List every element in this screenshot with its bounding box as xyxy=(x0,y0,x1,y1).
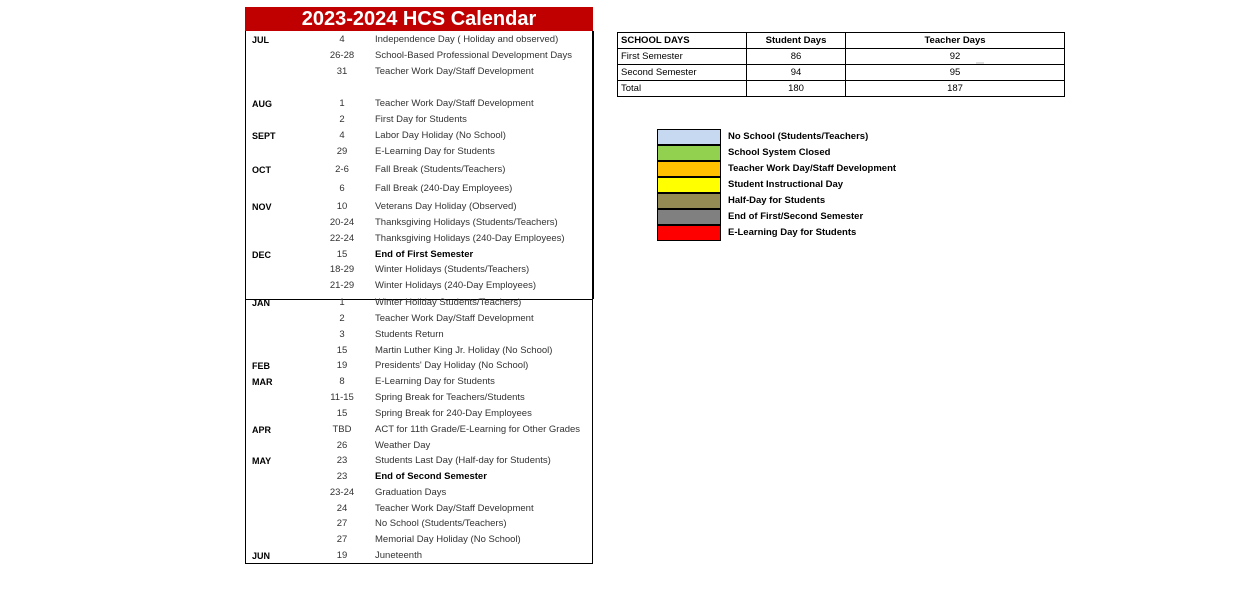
event-label: Teacher Work Day/Staff Development xyxy=(375,313,534,324)
list-item xyxy=(246,374,592,390)
day-label: 27 xyxy=(336,518,348,529)
decorative-mark xyxy=(976,62,984,64)
list-item xyxy=(246,453,592,469)
day-label: 10 xyxy=(336,201,348,212)
day-label: 19 xyxy=(336,360,348,371)
event-label: Winter Holidays (Students/Teachers) xyxy=(375,264,530,275)
event-label: First Day for Students xyxy=(375,114,467,125)
month-label: AUG xyxy=(252,99,272,109)
list-item xyxy=(246,64,592,80)
list-item xyxy=(246,181,592,197)
first-semester-border xyxy=(592,31,594,299)
day-label: 11-15 xyxy=(330,392,354,403)
day-label: 29 xyxy=(336,146,348,157)
legend-swatch xyxy=(657,129,721,145)
list-item xyxy=(246,278,592,294)
event-label: End of Second Semester xyxy=(375,471,487,482)
day-label: 31 xyxy=(336,66,348,77)
day-label: 2-6 xyxy=(335,164,349,175)
table-row xyxy=(618,49,1065,65)
list-item xyxy=(246,548,592,564)
row-label: Total xyxy=(618,81,747,97)
month-label: JUN xyxy=(252,551,271,561)
day-label: 1 xyxy=(339,297,345,308)
event-label: E-Learning Day for Students xyxy=(375,376,495,387)
legend-swatch xyxy=(657,209,721,225)
day-label: 8 xyxy=(339,376,345,387)
day-label: 15 xyxy=(336,345,348,356)
event-label: Spring Break for 240-Day Employees xyxy=(375,408,532,419)
event-label: Thanksgiving Holidays (240-Day Employees) xyxy=(375,233,565,244)
student-days-value: 180 xyxy=(747,81,846,97)
month-label: MAR xyxy=(252,377,273,387)
list-item xyxy=(246,295,592,311)
day-label: TBD xyxy=(332,424,352,435)
day-label: 22-24 xyxy=(329,233,355,244)
student-days-value: 86 xyxy=(747,49,846,65)
day-label: 18-29 xyxy=(329,264,355,275)
day-label: 1 xyxy=(339,98,345,109)
legend-label: Student Instructional Day xyxy=(728,179,844,190)
list-item xyxy=(246,112,592,128)
legend-label: School System Closed xyxy=(728,147,831,158)
list-item xyxy=(246,438,592,454)
list-item xyxy=(246,162,592,178)
list-item xyxy=(246,215,592,231)
day-label: 19 xyxy=(336,550,348,561)
day-label: 3 xyxy=(339,329,345,340)
event-label: Martin Luther King Jr. Holiday (No School) xyxy=(375,345,553,356)
day-label: 23-24 xyxy=(329,487,355,498)
list-item xyxy=(246,501,592,517)
event-label: E-Learning Day for Students xyxy=(375,146,495,157)
list-item xyxy=(246,128,592,144)
event-label: No School (Students/Teachers) xyxy=(375,518,507,529)
school-days-header: SCHOOL DAYS xyxy=(618,33,747,49)
list-item xyxy=(246,32,592,48)
legend-label: No School (Students/Teachers) xyxy=(728,131,869,142)
list-item xyxy=(246,358,592,374)
legend-swatch xyxy=(657,193,721,209)
row-label: Second Semester xyxy=(618,65,747,81)
list-item xyxy=(246,199,592,215)
list-item xyxy=(246,485,592,501)
legend-label: Teacher Work Day/Staff Development xyxy=(728,163,897,174)
event-label: ACT for 11th Grade/E-Learning for Other Grades xyxy=(375,424,581,435)
event-label: End of First Semester xyxy=(375,249,474,260)
month-label: FEB xyxy=(252,361,270,371)
month-label: MAY xyxy=(252,456,272,466)
event-label: Teacher Work Day/Staff Development xyxy=(375,98,534,109)
event-label: Teacher Work Day/Staff Development xyxy=(375,503,534,514)
list-item xyxy=(246,327,592,343)
day-label: 2 xyxy=(339,313,345,324)
event-label: Winter Holidays (240-Day Employees) xyxy=(375,280,537,291)
event-label: Graduation Days xyxy=(375,487,447,498)
event-label: Thanksgiving Holidays (Students/Teachers) xyxy=(375,217,558,228)
table-row xyxy=(618,65,1065,81)
teacher-days-header: Teacher Days xyxy=(846,33,1065,49)
list-item xyxy=(246,343,592,359)
list-item xyxy=(246,469,592,485)
day-label: 23 xyxy=(336,471,348,482)
school-days-table xyxy=(617,32,1065,97)
day-label: 26-28 xyxy=(329,50,355,61)
event-label: Memorial Day Holiday (No School) xyxy=(375,534,521,545)
month-label: APR xyxy=(252,425,272,435)
event-label: Winter Holiday Students/Teachers) xyxy=(375,297,522,308)
row-label: First Semester xyxy=(618,49,747,65)
legend-label: Half-Day for Students xyxy=(728,195,826,206)
calendar-title: 2023-2024 HCS Calendar xyxy=(245,7,593,31)
event-label: Juneteenth xyxy=(375,550,423,561)
event-label: Fall Break (240-Day Employees) xyxy=(375,183,513,194)
list-item xyxy=(246,311,592,327)
list-item xyxy=(246,247,592,263)
teacher-days-value: 187 xyxy=(846,81,1065,97)
day-label: 4 xyxy=(339,34,345,45)
event-label: Presidents' Day Holiday (No School) xyxy=(375,360,529,371)
teacher-days-value: 92 xyxy=(846,49,1065,65)
legend-swatch xyxy=(657,225,721,241)
day-label: 4 xyxy=(339,130,345,141)
teacher-days-value: 95 xyxy=(846,65,1065,81)
event-label: Veterans Day Holiday (Observed) xyxy=(375,201,517,212)
day-label: 23 xyxy=(336,455,348,466)
month-label: JUL xyxy=(252,35,270,45)
list-item xyxy=(246,532,592,548)
list-item xyxy=(246,516,592,532)
event-label: Fall Break (Students/Teachers) xyxy=(375,164,506,175)
event-label: Spring Break for Teachers/Students xyxy=(375,392,525,403)
day-label: 15 xyxy=(336,408,348,419)
list-item xyxy=(246,48,592,64)
student-days-value: 94 xyxy=(747,65,846,81)
legend-swatch xyxy=(657,145,721,161)
legend-label: End of First/Second Semester xyxy=(728,211,864,222)
day-label: 20-24 xyxy=(329,217,355,228)
list-item xyxy=(246,406,592,422)
calendar-list xyxy=(245,31,593,564)
list-item xyxy=(246,96,592,112)
day-label: 27 xyxy=(336,534,348,545)
event-label: Weather Day xyxy=(375,440,431,451)
list-item xyxy=(246,262,592,278)
month-label: NOV xyxy=(252,202,272,212)
legend-swatch xyxy=(657,177,721,193)
event-label: Labor Day Holiday (No School) xyxy=(375,130,506,141)
day-label: 24 xyxy=(336,503,348,514)
day-label: 15 xyxy=(336,249,348,260)
month-label: JAN xyxy=(252,298,271,308)
month-label: DEC xyxy=(252,250,272,260)
event-label: Students Last Day (Half-day for Students) xyxy=(375,455,551,466)
event-label: School-Based Professional Development Days xyxy=(375,50,572,61)
day-label: 21-29 xyxy=(329,280,355,291)
event-label: Independence Day ( Holiday and observed) xyxy=(375,34,559,45)
legend-swatch xyxy=(657,161,721,177)
month-label: OCT xyxy=(252,165,271,175)
event-label: Teacher Work Day/Staff Development xyxy=(375,66,534,77)
list-item xyxy=(246,231,592,247)
month-label: SEPT xyxy=(252,131,276,141)
day-label: 26 xyxy=(336,440,348,451)
school-days-header-row xyxy=(618,33,1065,49)
legend-label: E-Learning Day for Students xyxy=(728,227,857,238)
event-label: Students Return xyxy=(375,329,444,340)
table-row xyxy=(618,81,1065,97)
day-label: 2 xyxy=(339,114,345,125)
list-item xyxy=(246,390,592,406)
list-item xyxy=(246,422,592,438)
list-item xyxy=(246,144,592,160)
student-days-header: Student Days xyxy=(747,33,846,49)
day-label: 6 xyxy=(339,183,345,194)
